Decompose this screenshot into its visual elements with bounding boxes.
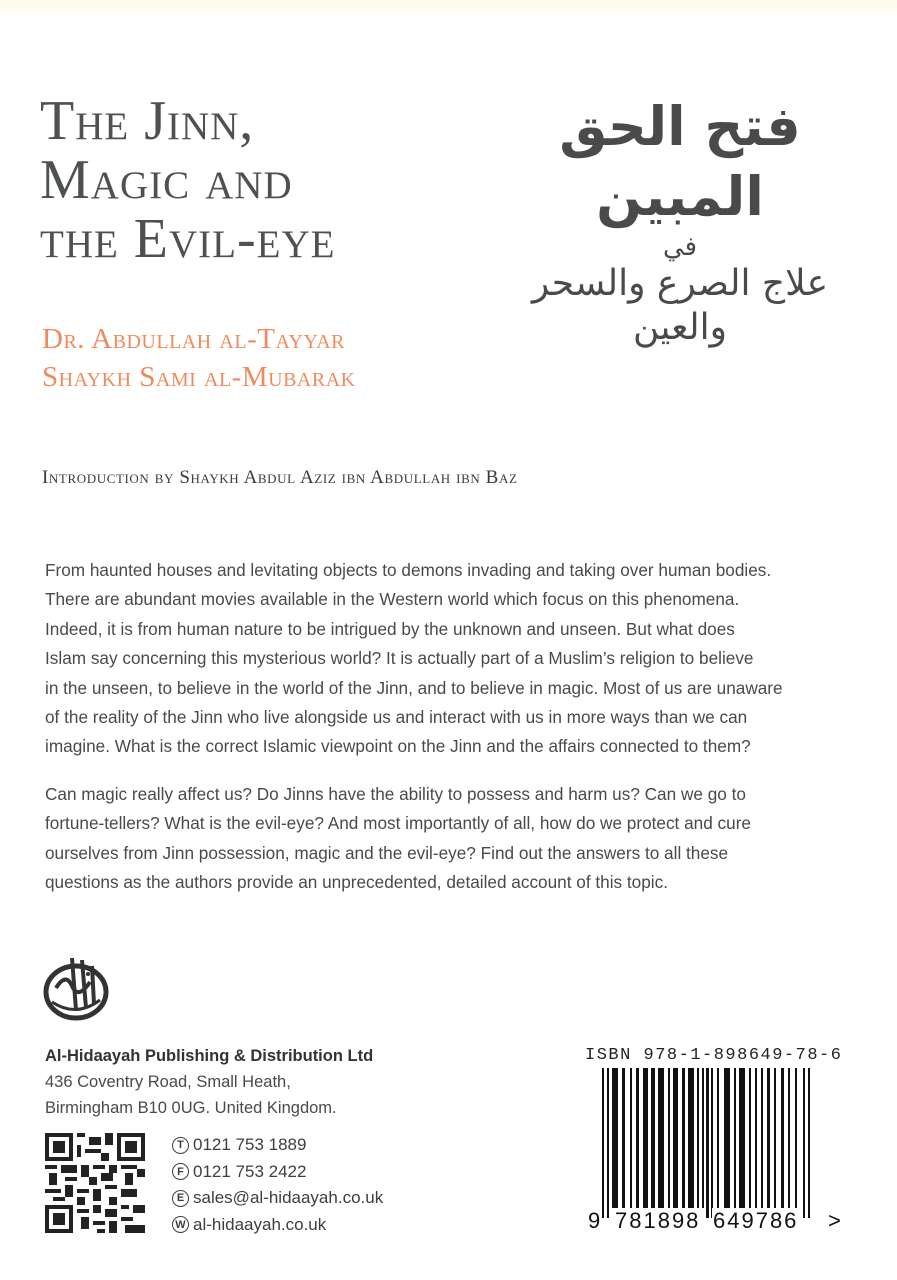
barcode-digits-left: 781898: [615, 1208, 701, 1233]
arabic-title-line-2: في: [662, 232, 698, 262]
blurb-line: Can magic really affect us? Do Jinns have the ability to possess and harm us? Can we go to: [45, 784, 746, 804]
arabic-title: [500, 92, 860, 350]
website-icon: W: [172, 1216, 189, 1233]
blurb-line: From haunted houses and levitating objects to demons invading and taking over human bodies.: [45, 560, 772, 580]
qr-code: [45, 1133, 145, 1233]
author-1: Dr. Abdullah al-Tayyar: [42, 323, 346, 355]
email-icon: E: [172, 1190, 189, 1207]
isbn-label: ISBN 978-1-898649-78-6: [585, 1046, 843, 1065]
blurb-line: imagine. What is the correct Islamic viewpoint on the Jinn and the affairs connected to them?: [45, 736, 751, 757]
blurb-line: questions as the authors provide an unprecedented, detailed account of this topic.: [45, 872, 668, 893]
blurb-line: Islam say concerning this mysterious world? It is actually part of a Muslim’s religion to believe: [45, 648, 754, 669]
blurb-paragraph-1: [45, 556, 860, 762]
top-edge-tint: [0, 0, 897, 20]
publisher-info: [45, 1043, 373, 1121]
email-address: sales@al-hidaayah.co.uk: [193, 1188, 384, 1207]
barcode: [600, 1068, 820, 1218]
contact-telephone: [172, 1132, 383, 1159]
fax-icon: F: [172, 1163, 189, 1180]
contact-fax: [172, 1159, 383, 1186]
publisher-name: Al-Hidaayah Publishing & Distribution Ltd: [45, 1047, 374, 1065]
arabic-title-line-3: علاج الصرع والسحر والعين: [531, 263, 829, 348]
blurb-line: fortune-tellers? What is the evil-eye? And most importantly of all, how do we protect and cure: [45, 813, 751, 834]
website-url: al-hidaayah.co.uk: [193, 1214, 327, 1234]
publisher-address-line-1: 436 Coventry Road, Small Heath,: [45, 1073, 291, 1091]
introduction-credit: Introduction by Shaykh Abdul Aziz ibn Abdullah ibn Baz: [42, 467, 518, 488]
title-line-1: The Jinn,: [40, 90, 255, 152]
barcode-digits-right: 649786: [713, 1208, 799, 1233]
blurb-paragraph-2: [45, 780, 860, 898]
blurb-line: Indeed, it is from human nature to be intrigued by the unknown and unseen. But what does: [45, 618, 735, 639]
blurb-line: in the unseen, to believe in the world of the Jinn, and to believe in magic. Most of us are unaware: [45, 677, 783, 698]
title-line-2: Magic and: [40, 149, 293, 211]
telephone-number: 0121 753 1889: [193, 1135, 307, 1154]
telephone-icon: T: [172, 1137, 189, 1154]
title-line-3: the Evil-eye: [40, 208, 336, 270]
blurb-line: ourselves from Jinn possession, magic and the evil-eye? Find out the answers to all these: [45, 842, 729, 863]
publisher-logo-icon: [42, 952, 110, 1022]
contact-email: [172, 1185, 383, 1212]
publisher-address-line-2: Birmingham B10 0UG. United Kingdom.: [45, 1099, 337, 1117]
arabic-title-line-1: فتح الحق المبين: [559, 95, 801, 228]
barcode-digit-first: 9: [588, 1208, 601, 1233]
blurb-line: There are abundant movies available in the Western world which focus on this phenomena.: [45, 589, 740, 610]
contact-website: [172, 1212, 383, 1239]
barcode-arrow: >: [828, 1208, 841, 1233]
contact-list: [172, 1132, 383, 1238]
authors: [42, 320, 356, 396]
blurb-line: of the reality of the Jinn who live alongside us and interact with us in more ways than we can: [45, 707, 748, 728]
author-2: Shaykh Sami al-Mubarak: [42, 361, 356, 393]
fax-number: 0121 753 2422: [193, 1161, 307, 1181]
book-title: [40, 92, 335, 269]
